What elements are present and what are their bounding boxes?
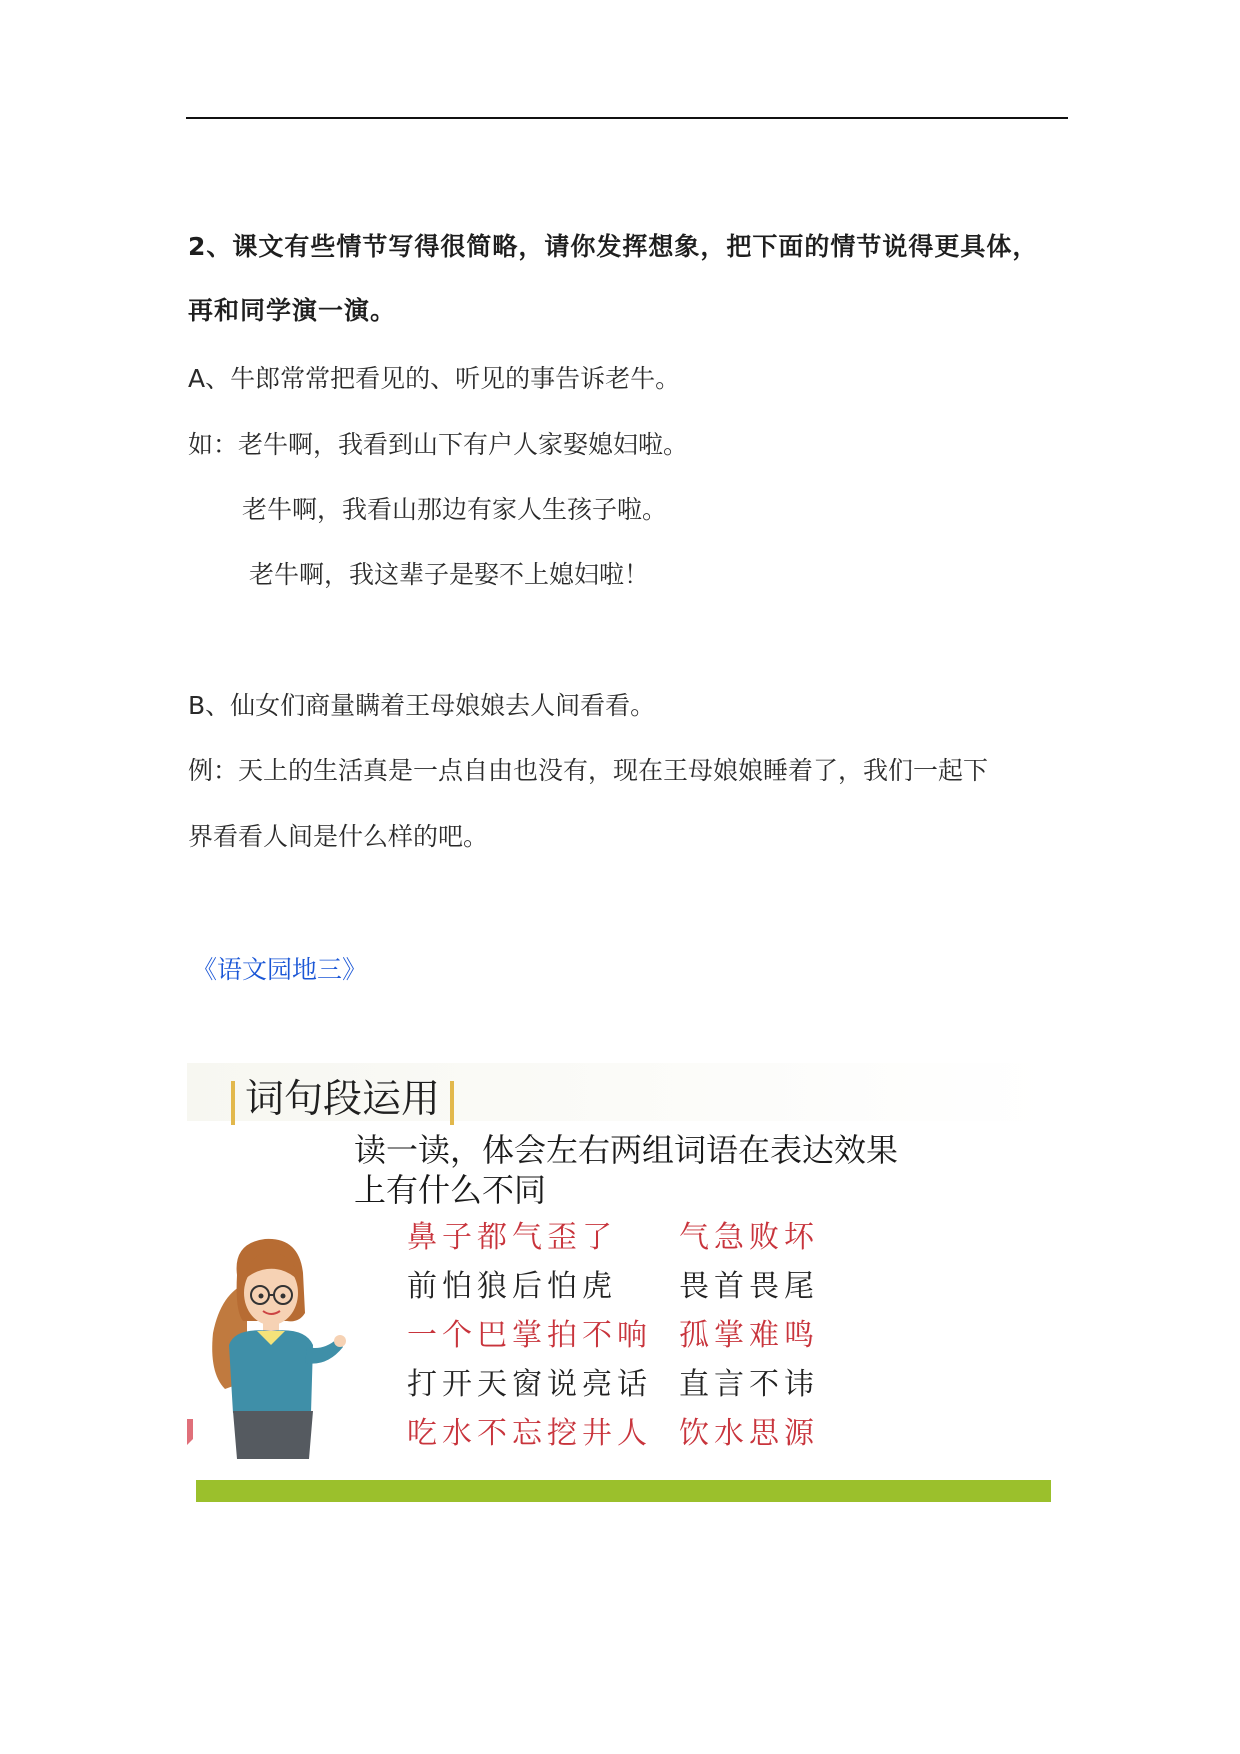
title-accent-bar-right: [450, 1081, 454, 1125]
header-rule: [186, 117, 1068, 119]
part-a-example-3: 老牛啊，我这辈子是娶不上媳妇啦！: [249, 560, 650, 589]
slide-title: 词句段运用: [245, 1077, 441, 1122]
part-b-prompt: B、仙女们商量瞒着王母娘娘去人间看看。: [188, 691, 656, 720]
slide-bottom-bar: [196, 1480, 1051, 1502]
question-heading-line-1: 2、课文有些情节写得很简略，请你发挥想象，把下面的情节说得更具体，: [188, 232, 1039, 261]
right-word-1: 气急败坏: [679, 1220, 819, 1255]
right-word-3: 孤掌难鸣: [679, 1318, 819, 1353]
lesson-slide: [187, 1063, 1052, 1459]
slide-instruction-line-2: 上有什么不同: [354, 1171, 547, 1209]
left-word-1: 鼻子都气歪了: [407, 1220, 617, 1255]
part-a-example-2: 老牛啊，我看山那边有家人生孩子啦。: [242, 495, 668, 524]
left-word-3: 一个巴掌拍不响: [407, 1318, 652, 1353]
part-b-example-line-2: 界看看人间是什么样的吧。: [188, 822, 489, 851]
slide-instruction-line-1: 读一读，体会左右两组词语在表达效果: [354, 1131, 899, 1169]
part-b-example-line-1: 例：天上的生活真是一点自由也没有，现在王母娘娘睡着了，我们一起下: [188, 756, 989, 785]
teacher-illustration: [187, 1223, 367, 1459]
left-word-4: 打开天窗说亮话: [407, 1367, 652, 1402]
left-word-5: 吃水不忘挖井人: [407, 1416, 652, 1451]
left-word-2: 前怕狼后怕虎: [407, 1269, 617, 1304]
part-a-prompt: A、牛郎常常把看见的、听见的事告诉老牛。: [188, 364, 681, 393]
right-word-5: 饮水思源: [679, 1416, 819, 1451]
title-accent-bar-left: [231, 1081, 235, 1125]
right-word-2: 畏首畏尾: [679, 1269, 819, 1304]
section-title-link[interactable]: 《语文园地三》: [192, 955, 368, 984]
right-word-4: 直言不讳: [679, 1367, 819, 1402]
question-heading-line-2: 再和同学演一演。: [188, 296, 397, 325]
part-a-example-1: 如：老牛啊，我看到山下有户人家娶媳妇啦。: [188, 430, 689, 459]
